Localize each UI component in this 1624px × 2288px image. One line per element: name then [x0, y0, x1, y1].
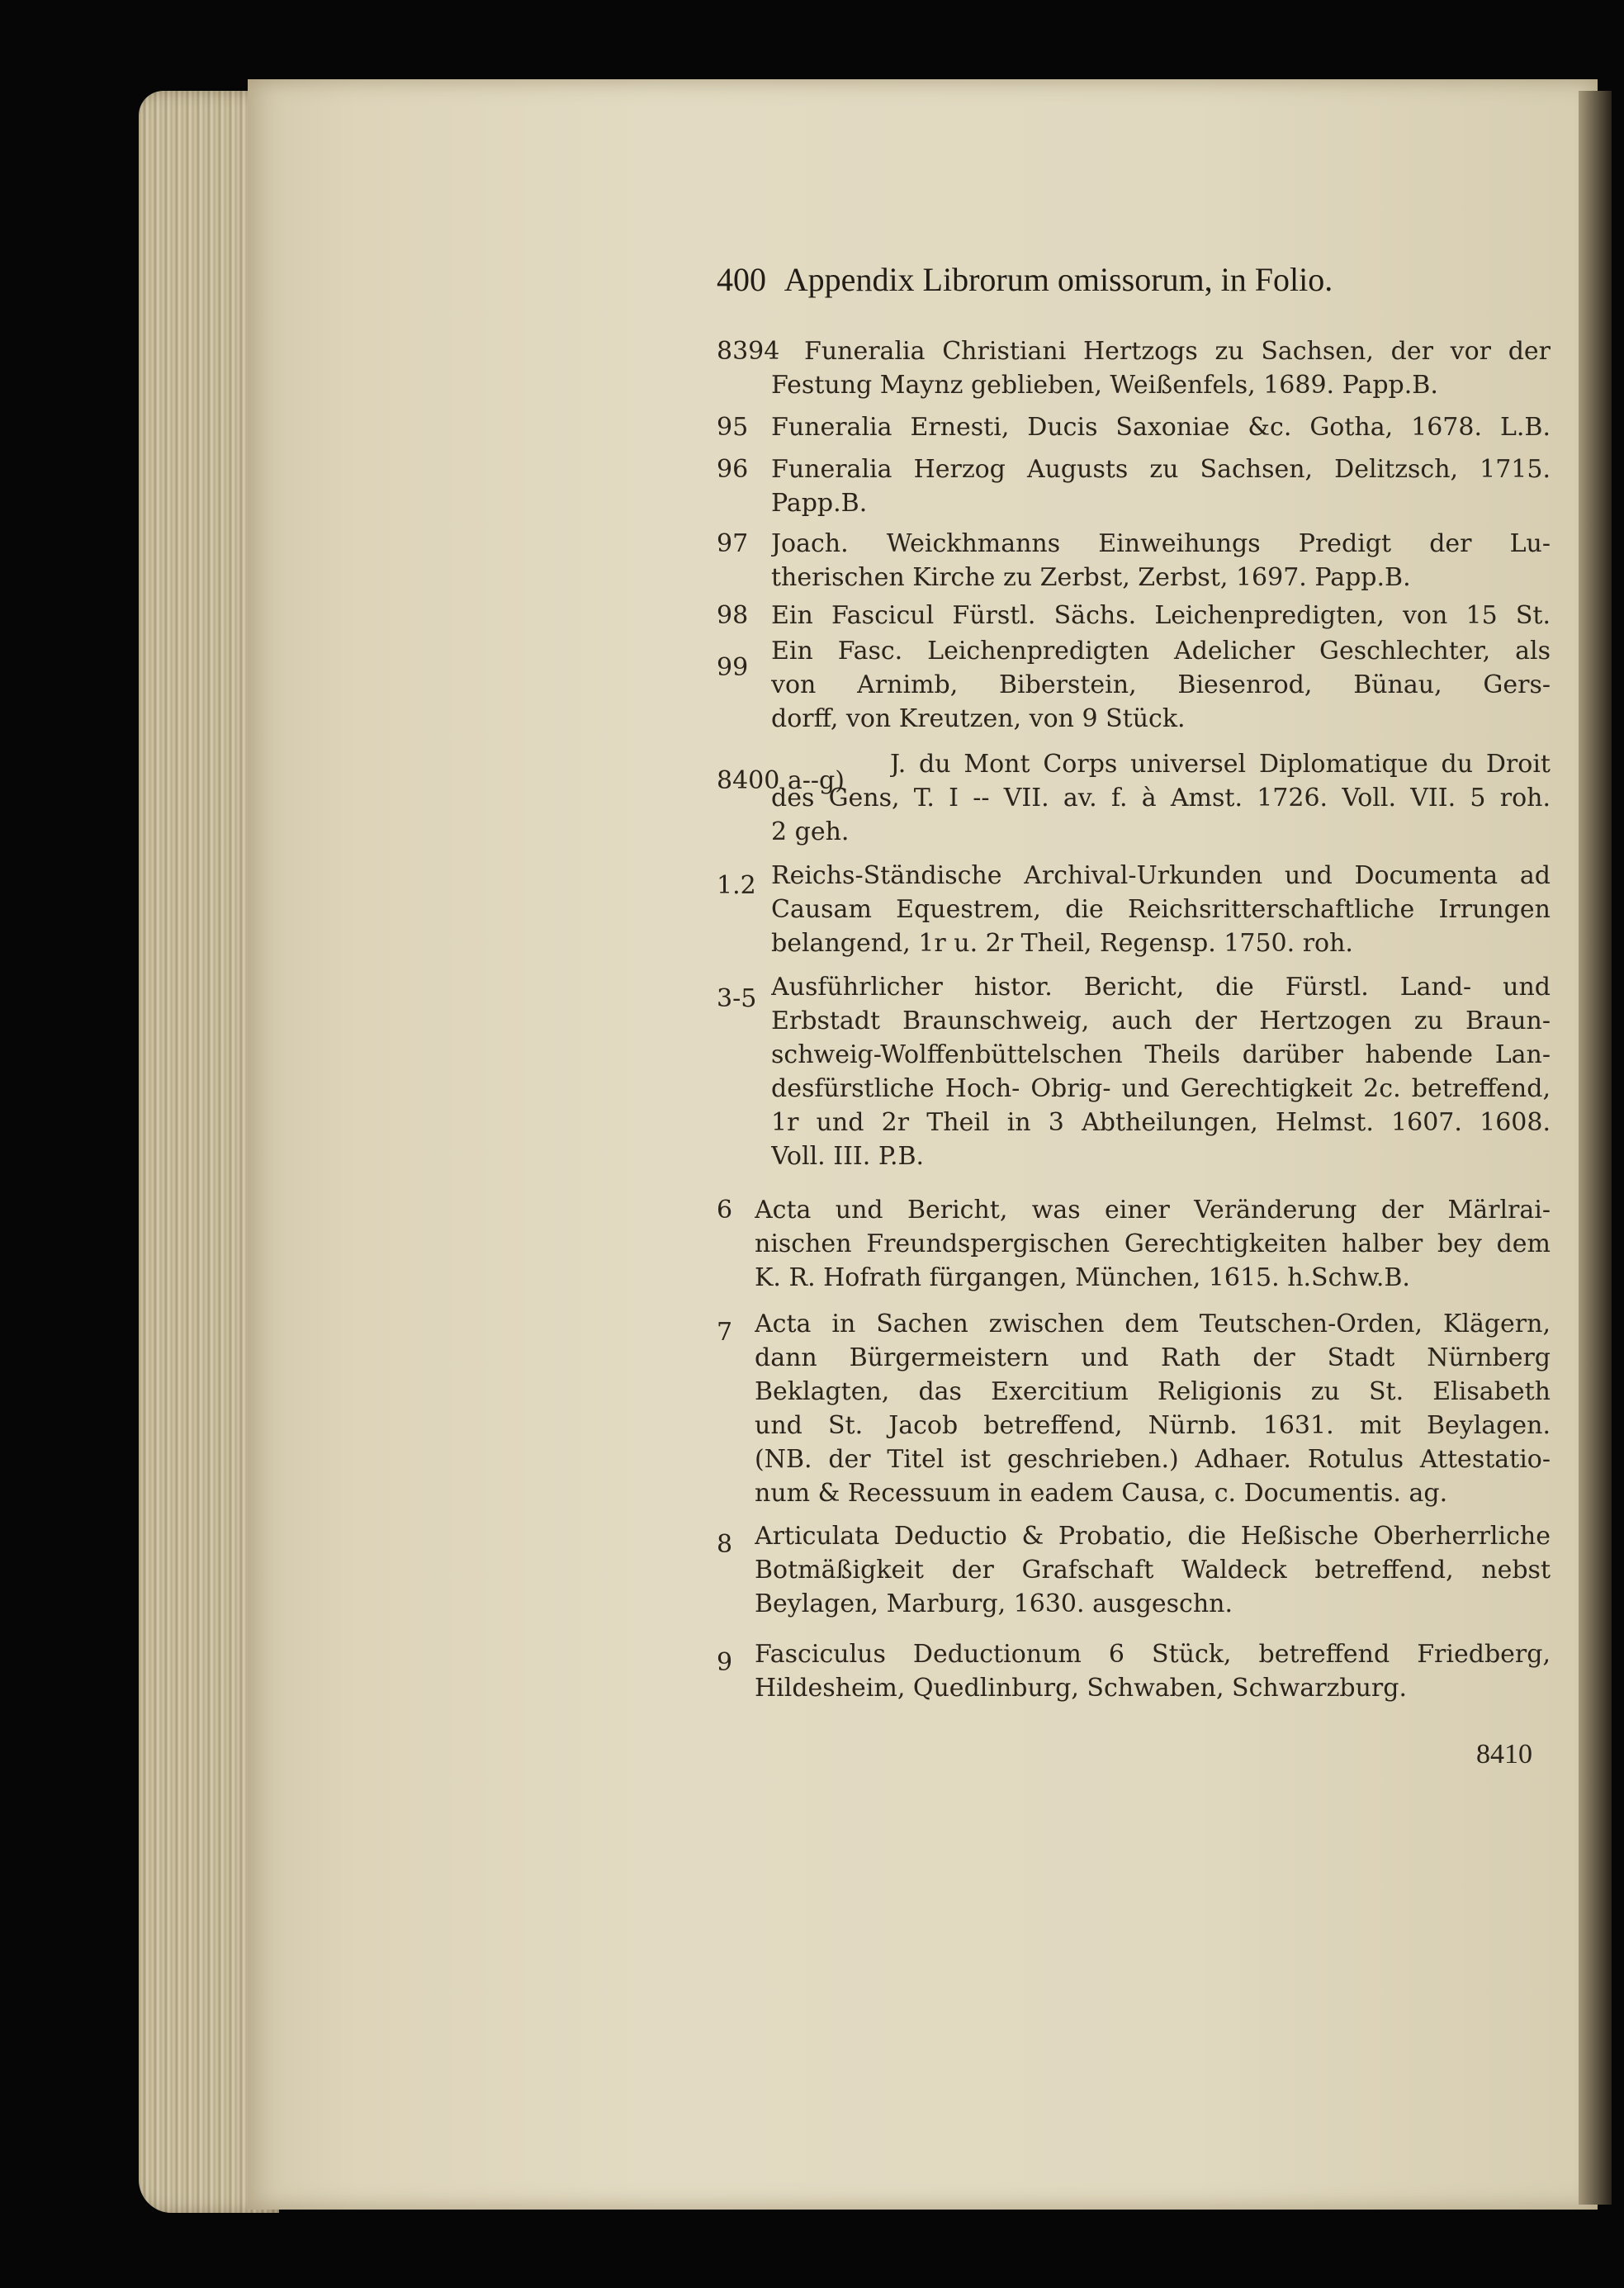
entry-line: dorff, von Kreutzen, von 9 Stück.: [771, 704, 1186, 733]
page-number: 400: [717, 261, 766, 298]
entry-number: 99: [717, 653, 749, 682]
entry-number: 6: [717, 1196, 733, 1225]
entry-line: Fasciculus Deductionum 6 Stück, betreffend Friedberg,: [755, 1640, 1551, 1669]
entry-line: Voll. III. P.B.: [771, 1142, 925, 1171]
catalog-entry: [717, 1193, 1551, 1295]
entry-line: Joach. Weickhmanns Einweihungs Predigt der Lu-: [771, 529, 1551, 558]
entry-line: Ausführlicher histor. Bericht, die Fürstl. Land- und: [771, 973, 1551, 1002]
catalog-entry: [717, 599, 1551, 632]
entry-line: Ein Fascicul Fürstl. Sächs. Leichenpredigten, von 15 St.: [771, 601, 1551, 630]
catalog-entry: [717, 527, 1551, 595]
entry-line: Causam Equestrem, die Reichsritterschaftliche Irrungen: [771, 895, 1551, 924]
catalog-entry: [717, 970, 1551, 1173]
page-title: Appendix Librorum omissorum, in Folio.: [784, 261, 1333, 298]
entry-line: des Gens, T. I -- VII. av. f. à Amst. 1726. Voll. VII. 5 roh.: [771, 784, 1551, 812]
gutter-shadow: [1579, 91, 1612, 2205]
entry-number: 3-5: [717, 984, 757, 1013]
running-header: [717, 260, 1551, 299]
entry-line: Ein Fasc. Leichenpredigten Adelicher Geschlechter, als: [771, 637, 1551, 666]
entry-line: 1r und 2r Theil in 3 Abtheilungen, Helmst. 1607. 1608.: [771, 1108, 1551, 1137]
catalog-entry: [717, 452, 1551, 520]
entry-line: Acta und Bericht, was einer Veränderung der Märlrai-: [755, 1196, 1551, 1225]
entry-line: Beylagen, Marburg, 1630. ausgeschn.: [755, 1589, 1233, 1618]
entry-line: belangend, 1r u. 2r Theil, Regensp. 1750. roh.: [771, 929, 1353, 958]
entry-line: Festung Maynz geblieben, Weißenfels, 1689. Papp.B.: [771, 371, 1438, 400]
entry-number: 8400 a--g): [717, 766, 845, 795]
entry-line: von Arnimb, Biberstein, Biesenrod, Bünau, Gers-: [771, 670, 1551, 699]
entry-line: J. du Mont Corps universel Diplomatique du Droit: [890, 750, 1551, 779]
entry-line: K. R. Hofrath fürgangen, München, 1615. h.Schw.B.: [755, 1263, 1410, 1292]
catalog-entry: [717, 410, 1551, 444]
entry-line: dann Bürgermeistern und Rath der Stadt Nürnberg: [755, 1343, 1551, 1372]
entry-number: 95: [717, 413, 749, 442]
catalog-entry: [717, 859, 1551, 960]
catalog-entry: [717, 747, 1551, 849]
entry-line: Acta in Sachen zwischen dem Teutschen-Orden, Klägern,: [755, 1310, 1551, 1338]
catalog-entry: [717, 1637, 1551, 1705]
entry-line: Beklagten, das Exercitium Religionis zu St. Elisabeth: [755, 1377, 1551, 1406]
entry-line: num & Recessuum in eadem Causa, c. Documentis. ag.: [755, 1479, 1448, 1508]
entry-line: 2 geh.: [771, 817, 850, 846]
entry-line: Papp.B.: [771, 489, 868, 518]
entry-number: 98: [717, 601, 749, 630]
entry-line: nischen Freundspergischen Gerechtigkeiten halber bey dem: [755, 1229, 1551, 1258]
entry-line: Erbstadt Braunschweig, auch der Hertzogen zu Braun-: [771, 1007, 1551, 1035]
entry-line: und St. Jacob betreffend, Nürnb. 1631. mit Beylagen.: [755, 1411, 1551, 1440]
entry-number: 8: [717, 1530, 733, 1559]
entry-line: therischen Kirche zu Zerbst, Zerbst, 1697. Papp.B.: [771, 563, 1411, 592]
entry-line: Articulata Deductio & Probatio, die Heßische Oberherrliche: [755, 1522, 1551, 1551]
entry-line: schweig-Wolffenbüttelschen Theils darüber habende Lan-: [771, 1040, 1551, 1069]
entry-number: 96: [717, 455, 749, 484]
entry-line: Botmäßigkeit der Grafschaft Waldeck betreffend, nebst: [755, 1556, 1551, 1585]
entry-line: (NB. der Titel ist geschrieben.) Adhaer. Rotulus Attestatio-: [755, 1445, 1551, 1474]
entry-line: Funeralia Ernesti, Ducis Saxoniae &c. Gotha, 1678. L.B.: [771, 413, 1551, 442]
entry-line: Funeralia Herzog Augusts zu Sachsen, Delitzsch, 1715.: [771, 455, 1551, 484]
entry-number: 7: [717, 1318, 733, 1347]
entry-line: Reichs-Ständische Archival-Urkunden und Documenta ad: [771, 861, 1551, 890]
entry-line: desfürstliche Hoch- Obrig- und Gerechtigkeit 2c. betreffend,: [771, 1074, 1551, 1103]
catalog-entry: [717, 1307, 1551, 1510]
entry-number: 9: [717, 1648, 733, 1677]
entry-number: 97: [717, 529, 749, 558]
catchword: 8410: [1476, 1739, 1532, 1769]
entry-line: Hildesheim, Quedlinburg, Schwaben, Schwarzburg.: [755, 1674, 1408, 1703]
catalog-entry: [717, 1519, 1551, 1621]
catalog-entry: [717, 634, 1551, 736]
entry-number: 8394: [717, 337, 780, 366]
entry-number: 1.2: [717, 871, 756, 900]
catalog-entry: [717, 334, 1551, 402]
entry-line: Funeralia Christiani Hertzogs zu Sachsen, der vor der: [804, 337, 1551, 366]
